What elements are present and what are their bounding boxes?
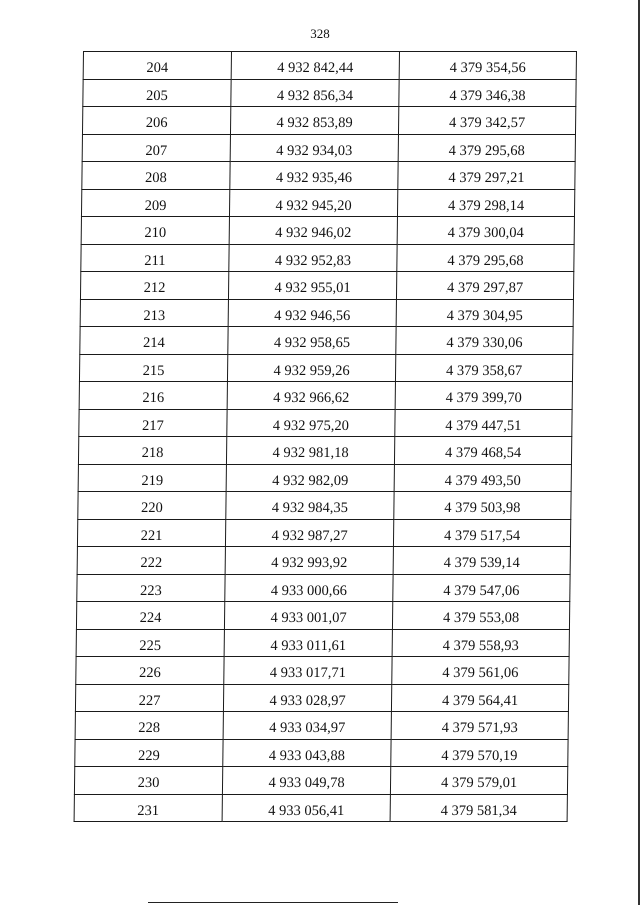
- x-coordinate-cell: [226, 437, 394, 465]
- table-row: [75, 712, 568, 740]
- y-coordinate-cell: [396, 327, 573, 355]
- table-row: [82, 107, 575, 135]
- point-number-cell-text: 224: [139, 610, 162, 627]
- x-coordinate-cell-text: 4 932 958,65: [273, 335, 351, 352]
- y-coordinate-cell: [394, 437, 571, 465]
- y-coordinate-cell: [398, 107, 575, 135]
- x-coordinate-cell-text: 4 933 028,97: [269, 692, 346, 709]
- point-number-cell: [81, 217, 229, 245]
- y-coordinate-cell-text: 4 379 468,54: [444, 445, 522, 462]
- point-number-cell-text: 216: [142, 390, 165, 407]
- y-coordinate-cell-text: 4 379 558,93: [442, 637, 519, 654]
- x-coordinate-cell-text: 4 933 001,07: [270, 610, 347, 627]
- table-row: [83, 79, 576, 107]
- point-number-cell-text: 226: [138, 665, 161, 682]
- y-coordinate-cell: [390, 794, 567, 822]
- y-coordinate-cell: [397, 217, 574, 245]
- point-number-cell: [82, 107, 230, 135]
- x-coordinate-cell: [224, 657, 392, 685]
- x-coordinate-cell-text: 4 932 946,02: [275, 225, 352, 242]
- point-number-cell-text: 220: [140, 500, 163, 517]
- point-number-cell-text: 211: [144, 252, 166, 269]
- table-row: [75, 739, 568, 767]
- y-coordinate-cell-text: 4 379 300,04: [447, 225, 524, 242]
- y-coordinate-cell-text: 4 379 399,70: [445, 390, 522, 407]
- point-number-cell: [75, 712, 223, 740]
- point-number-cell-text: 218: [141, 445, 164, 462]
- point-number-cell: [79, 409, 227, 437]
- table-row: [79, 354, 572, 382]
- y-coordinate-cell-text: 4 379 571,93: [441, 720, 518, 737]
- x-coordinate-cell-text: 4 932 987,27: [271, 527, 348, 544]
- x-coordinate-cell: [231, 79, 399, 107]
- point-number-cell: [75, 739, 223, 767]
- point-number-cell: [78, 492, 226, 520]
- x-coordinate-cell: [229, 244, 397, 272]
- point-number-cell-text: 206: [145, 115, 168, 132]
- y-coordinate-cell: [397, 189, 574, 217]
- x-coordinate-cell: [223, 684, 391, 712]
- y-coordinate-cell-text: 4 379 570,19: [441, 747, 518, 764]
- x-coordinate-cell-text: 4 933 056,41: [268, 802, 345, 819]
- point-number-cell: [82, 162, 230, 190]
- point-number-cell-text: 214: [142, 335, 165, 352]
- y-coordinate-cell-text: 4 379 298,14: [447, 197, 525, 214]
- y-coordinate-cell: [393, 574, 570, 602]
- point-number-cell: [80, 272, 228, 300]
- point-number-cell: [79, 354, 227, 382]
- y-coordinate-cell-text: 4 379 354,56: [449, 60, 526, 77]
- page-number: 328: [310, 26, 330, 41]
- point-number-cell: [79, 382, 227, 410]
- x-coordinate-cell-text: 4 932 984,35: [271, 500, 349, 517]
- point-number-cell: [74, 767, 222, 795]
- x-coordinate-cell-text: 4 932 935,46: [275, 170, 353, 187]
- coordinates-table-body: [74, 52, 576, 822]
- x-coordinate-cell-text: 4 932 853,89: [276, 115, 353, 132]
- table-row: [81, 189, 574, 217]
- x-coordinate-cell-text: 4 932 842,44: [277, 60, 354, 77]
- x-coordinate-cell-text: 4 932 959,26: [273, 362, 350, 379]
- point-number-cell-text: 212: [143, 280, 166, 297]
- point-number-cell-text: 227: [138, 692, 161, 709]
- x-coordinate-cell: [228, 327, 396, 355]
- y-coordinate-cell: [393, 519, 570, 547]
- x-coordinate-cell-text: 4 932 981,18: [272, 445, 349, 462]
- y-coordinate-cell: [392, 657, 569, 685]
- point-number-cell-text: 229: [137, 747, 160, 764]
- y-coordinate-cell: [390, 767, 567, 795]
- x-coordinate-cell: [225, 574, 393, 602]
- y-coordinate-cell: [397, 244, 574, 272]
- table-row: [82, 162, 575, 190]
- x-coordinate-cell: [228, 299, 396, 327]
- y-coordinate-cell: [392, 629, 569, 657]
- y-coordinate-cell: [391, 712, 568, 740]
- table-row: [82, 134, 575, 162]
- point-number-cell: [83, 79, 231, 107]
- x-coordinate-cell: [222, 794, 390, 822]
- x-coordinate-cell-text: 4 933 017,71: [269, 665, 347, 682]
- y-coordinate-cell: [396, 272, 573, 300]
- y-coordinate-cell-text: 4 379 493,50: [444, 472, 521, 489]
- point-number-cell-text: 213: [143, 307, 166, 324]
- point-number-cell-text: 209: [144, 197, 167, 214]
- y-coordinate-cell: [392, 602, 569, 630]
- table-row: [76, 657, 569, 685]
- point-number-cell-text: 205: [145, 87, 168, 104]
- x-coordinate-cell-text: 4 932 955,01: [274, 280, 351, 297]
- y-coordinate-cell: [399, 52, 576, 80]
- y-coordinate-cell-text: 4 379 295,68: [447, 252, 524, 269]
- x-coordinate-cell: [225, 547, 393, 575]
- x-coordinate-cell: [226, 464, 394, 492]
- y-coordinate-cell-text: 4 379 342,57: [448, 115, 526, 132]
- y-coordinate-cell: [394, 492, 571, 520]
- x-coordinate-cell: [230, 134, 398, 162]
- point-number-cell-text: 208: [144, 170, 167, 187]
- table-row: [74, 767, 567, 795]
- x-coordinate-cell: [231, 52, 399, 80]
- y-coordinate-cell: [395, 409, 572, 437]
- x-coordinate-cell: [223, 712, 391, 740]
- y-coordinate-cell: [393, 547, 570, 575]
- x-coordinate-cell: [227, 409, 395, 437]
- y-coordinate-cell-text: 4 379 564,41: [441, 692, 519, 709]
- point-number-cell-text: 207: [145, 142, 168, 159]
- point-number-cell-text: 215: [142, 362, 165, 379]
- point-number-cell: [78, 437, 226, 465]
- table-row: [78, 464, 571, 492]
- x-coordinate-cell: [227, 382, 395, 410]
- x-coordinate-cell: [224, 629, 392, 657]
- x-coordinate-cell-text: 4 933 034,97: [269, 720, 346, 737]
- y-coordinate-cell-text: 4 379 581,34: [440, 802, 517, 819]
- table-row: [78, 437, 571, 465]
- x-coordinate-cell-text: 4 932 975,20: [272, 417, 350, 434]
- y-coordinate-cell: [396, 299, 573, 327]
- x-coordinate-cell: [230, 107, 398, 135]
- point-number-cell: [76, 629, 224, 657]
- x-coordinate-cell-text: 4 932 934,03: [276, 142, 353, 159]
- point-number-cell: [77, 519, 225, 547]
- x-coordinate-cell-text: 4 933 043,88: [268, 747, 346, 764]
- y-coordinate-cell-text: 4 379 503,98: [444, 500, 521, 517]
- point-number-cell: [76, 602, 224, 630]
- y-coordinate-cell-text: 4 379 539,14: [443, 555, 520, 572]
- point-number-cell-text: 210: [144, 225, 167, 242]
- point-number-cell-text: 217: [141, 417, 164, 434]
- x-coordinate-cell: [223, 739, 391, 767]
- y-coordinate-cell-text: 4 379 295,68: [448, 142, 525, 159]
- point-number-cell-text: 222: [140, 555, 163, 572]
- y-coordinate-cell: [398, 162, 575, 190]
- table-row: [77, 519, 570, 547]
- table-row: [81, 244, 574, 272]
- point-number-cell-text: 228: [138, 720, 161, 737]
- bottom-rule: [148, 902, 398, 903]
- x-coordinate-cell-text: 4 932 952,83: [274, 252, 352, 269]
- x-coordinate-cell-text: 4 932 856,34: [276, 87, 354, 104]
- table-row: [83, 52, 576, 80]
- point-number-cell: [82, 134, 230, 162]
- point-number-cell-text: 204: [146, 60, 169, 77]
- y-coordinate-cell-text: 4 379 561,06: [442, 665, 519, 682]
- table-row: [79, 409, 572, 437]
- table-row: [79, 382, 572, 410]
- point-number-cell: [74, 794, 222, 822]
- x-coordinate-cell-text: 4 932 993,92: [271, 555, 348, 572]
- coordinates-table: [74, 51, 577, 822]
- y-coordinate-cell: [391, 739, 568, 767]
- x-coordinate-cell: [222, 767, 390, 795]
- point-number-cell: [75, 684, 223, 712]
- y-coordinate-cell-text: 4 379 304,95: [446, 307, 523, 324]
- y-coordinate-cell-text: 4 379 579,01: [440, 775, 518, 792]
- x-coordinate-cell-text: 4 932 982,09: [272, 472, 349, 489]
- y-coordinate-cell: [398, 134, 575, 162]
- table-row: [80, 272, 573, 300]
- y-coordinate-cell-text: 4 379 358,67: [445, 362, 523, 379]
- y-coordinate-cell-text: 4 379 447,51: [445, 417, 522, 434]
- table-row: [76, 602, 569, 630]
- y-coordinate-cell: [395, 382, 572, 410]
- y-coordinate-cell-text: 4 379 553,08: [442, 610, 520, 627]
- y-coordinate-cell-text: 4 379 297,87: [446, 280, 524, 297]
- x-coordinate-cell-text: 4 933 011,61: [270, 637, 347, 654]
- table-row: [80, 327, 573, 355]
- point-number-cell-text: 223: [139, 582, 162, 599]
- point-number-cell-text: 221: [140, 527, 163, 544]
- x-coordinate-cell-text: 4 932 945,20: [275, 197, 352, 214]
- point-number-cell: [77, 547, 225, 575]
- point-number-cell: [80, 299, 228, 327]
- y-coordinate-cell-text: 4 379 547,06: [443, 582, 520, 599]
- x-coordinate-cell-text: 4 932 946,56: [274, 307, 351, 324]
- y-coordinate-cell-text: 4 379 297,21: [448, 170, 525, 187]
- table-row: [75, 684, 568, 712]
- table-row: [77, 547, 570, 575]
- point-number-cell: [78, 464, 226, 492]
- x-coordinate-cell: [228, 272, 396, 300]
- x-coordinate-cell-text: 4 932 966,62: [273, 390, 350, 407]
- point-number-cell: [80, 327, 228, 355]
- point-number-cell: [83, 52, 231, 80]
- x-coordinate-cell-text: 4 933 049,78: [268, 775, 345, 792]
- point-number-cell: [76, 657, 224, 685]
- point-number-cell-text: 225: [139, 637, 162, 654]
- point-number-cell: [81, 244, 229, 272]
- y-coordinate-cell-text: 4 379 346,38: [449, 87, 526, 104]
- table-row: [74, 794, 567, 822]
- x-coordinate-cell: [230, 162, 398, 190]
- y-coordinate-cell: [391, 684, 568, 712]
- point-number-cell: [77, 574, 225, 602]
- x-coordinate-cell-text: 4 933 000,66: [270, 582, 348, 599]
- table-row: [76, 629, 569, 657]
- table-row: [81, 217, 574, 245]
- point-number-cell-text: 230: [137, 775, 160, 792]
- table-row: [78, 492, 571, 520]
- x-coordinate-cell: [224, 602, 392, 630]
- table-row: [77, 574, 570, 602]
- y-coordinate-cell-text: 4 379 517,54: [443, 527, 521, 544]
- point-number-cell-text: 219: [141, 472, 164, 489]
- table-row: [80, 299, 573, 327]
- x-coordinate-cell: [229, 189, 397, 217]
- y-coordinate-cell: [395, 354, 572, 382]
- y-coordinate-cell: [399, 79, 576, 107]
- y-coordinate-cell-text: 4 379 330,06: [446, 335, 523, 352]
- x-coordinate-cell: [229, 217, 397, 245]
- point-number-cell: [81, 189, 229, 217]
- y-coordinate-cell: [394, 464, 571, 492]
- x-coordinate-cell: [227, 354, 395, 382]
- point-number-cell-text: 231: [137, 802, 160, 819]
- x-coordinate-cell: [225, 519, 393, 547]
- x-coordinate-cell: [226, 492, 394, 520]
